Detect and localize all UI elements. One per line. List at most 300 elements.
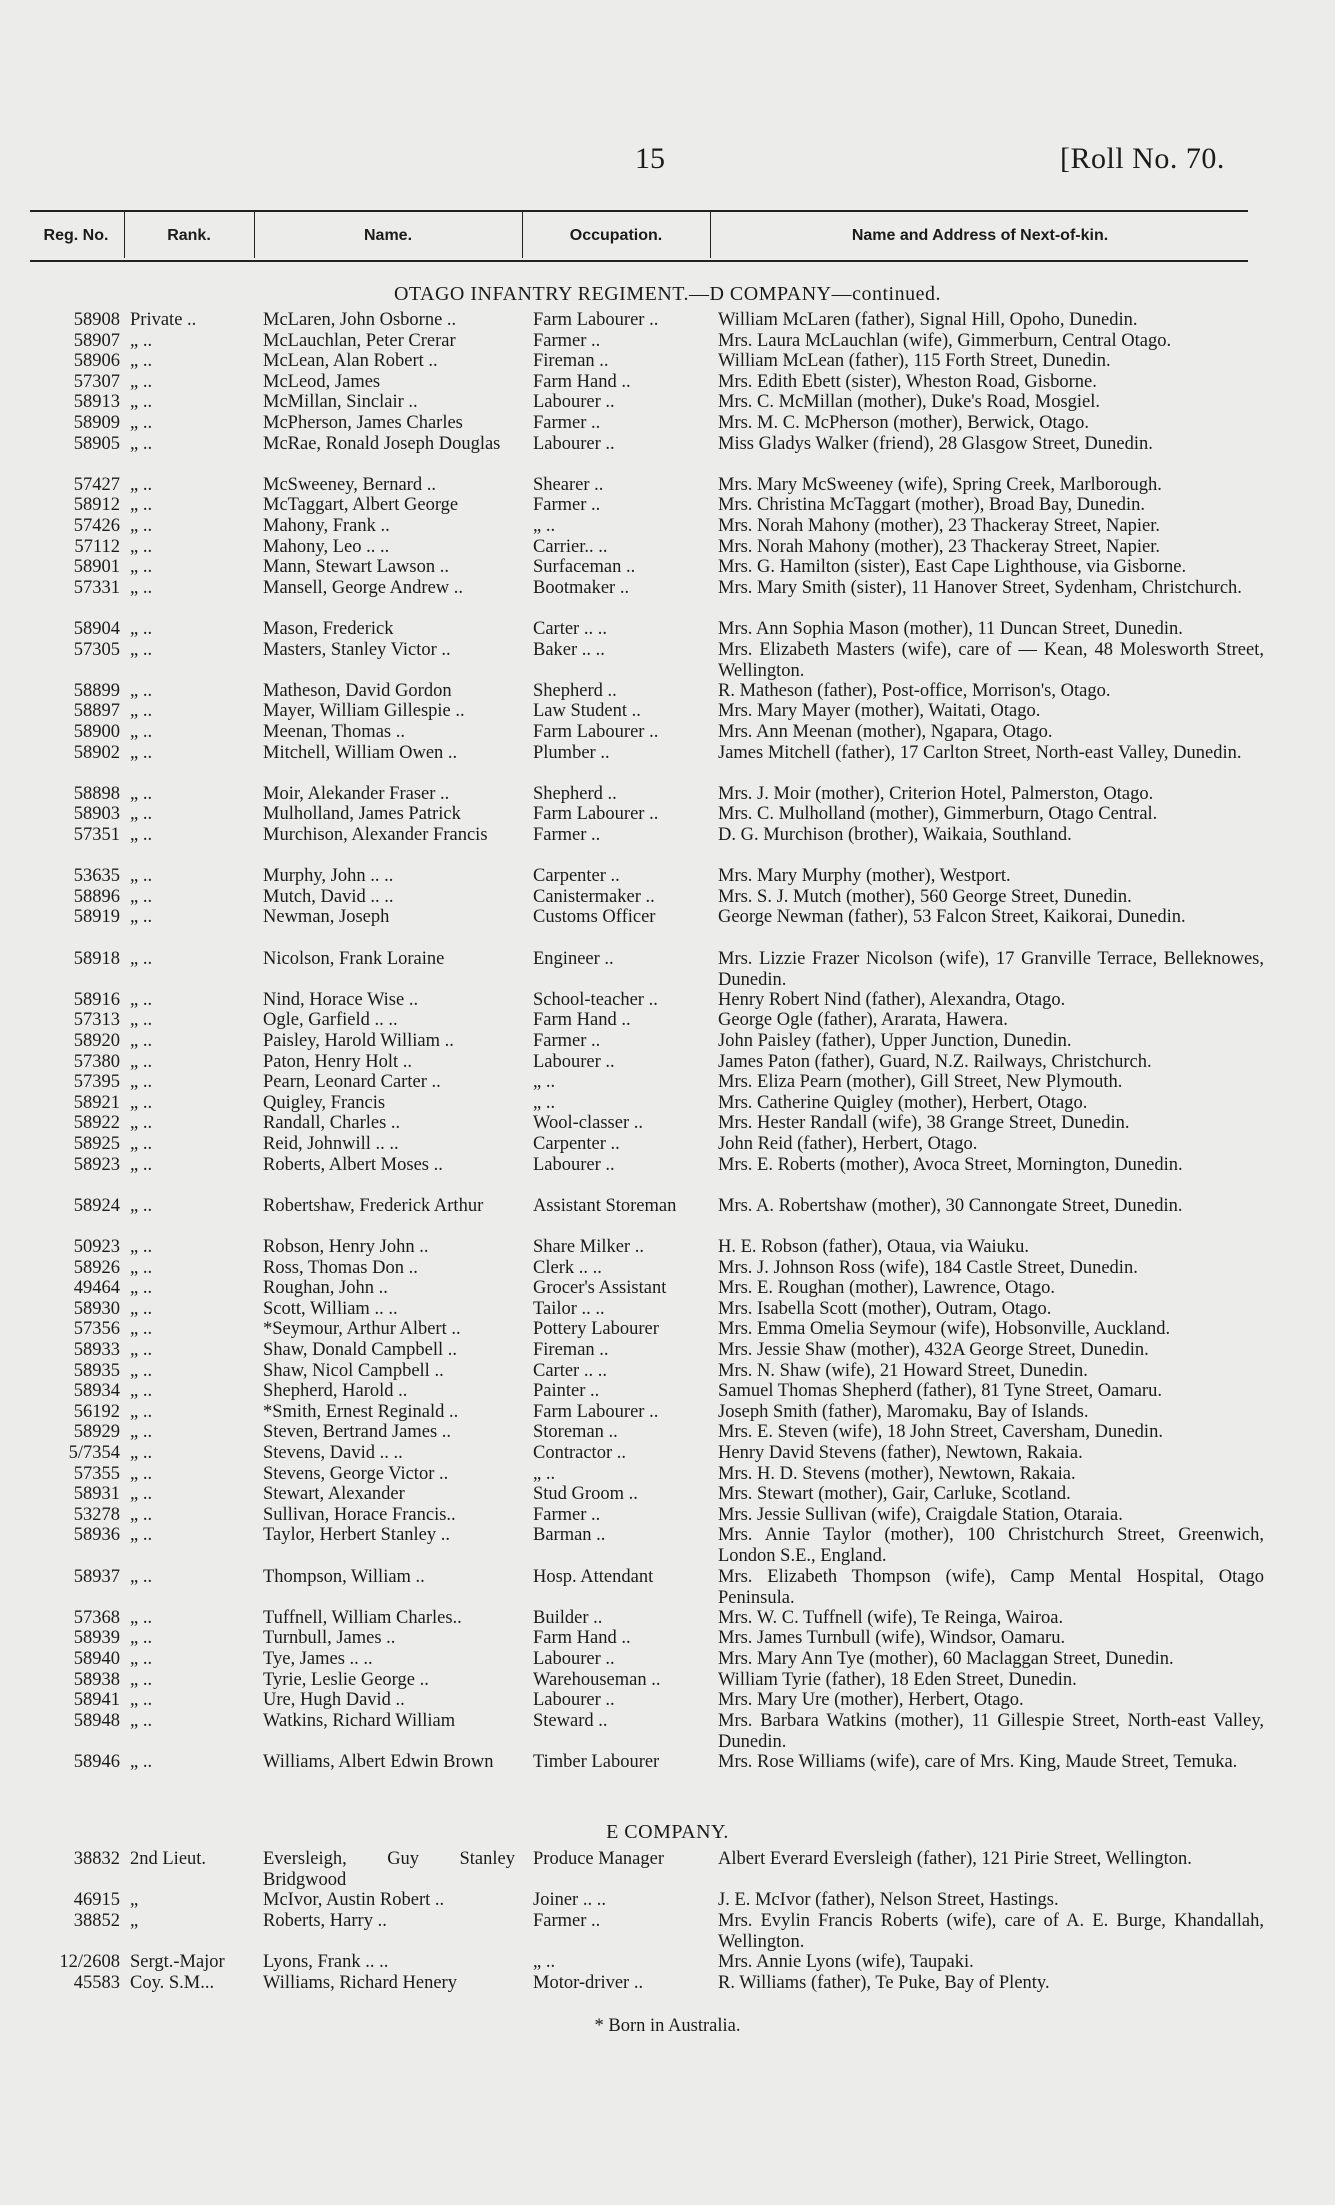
next-of-kin: Mrs. N. Shaw (wife), 21 Howard Street, Dunedin. — [718, 1361, 1088, 1381]
soldier-name: Mahony, Frank .. — [263, 516, 390, 536]
next-of-kin: Samuel Thomas Shepherd (father), 81 Tyne Street, Oamaru. — [718, 1381, 1162, 1401]
occupation: Timber Labourer — [533, 1752, 660, 1772]
occupation: Grocer's Assistant — [533, 1278, 667, 1298]
reg-number: 58922 — [73, 1113, 120, 1133]
occupation: Shearer .. — [533, 475, 604, 495]
reg-number: 46915 — [73, 1890, 120, 1910]
reg-number: 58933 — [73, 1340, 120, 1360]
rank: „ .. — [130, 1258, 153, 1278]
reg-number: 58916 — [73, 990, 120, 1010]
rank: „ .. — [130, 990, 153, 1010]
reg-number: 50923 — [73, 1237, 120, 1257]
reg-number: 58925 — [73, 1134, 120, 1154]
col-divider — [124, 212, 125, 258]
reg-number: 57368 — [73, 1608, 120, 1628]
occupation: Labourer .. — [533, 1052, 615, 1072]
soldier-name: McLauchlan, Peter Crerar — [263, 331, 456, 351]
rank: „ .. — [130, 372, 153, 392]
soldier-name: Robson, Henry John .. — [263, 1237, 429, 1257]
occupation: Canistermaker .. — [533, 887, 655, 907]
reg-number: 38832 — [73, 1849, 120, 1869]
soldier-name: Stevens, David .. .. — [263, 1443, 403, 1463]
occupation: Produce Manager — [533, 1849, 664, 1869]
occupation: Farm Hand .. — [533, 1010, 631, 1030]
next-of-kin: Mrs. Catherine Quigley (mother), Herbert, Otago. — [718, 1093, 1088, 1113]
rank: „ .. — [130, 1690, 153, 1710]
reg-number: 58934 — [73, 1381, 120, 1401]
soldier-name: McRae, Ronald Joseph Douglas — [263, 434, 501, 454]
soldier-name: *Seymour, Arthur Albert .. — [263, 1319, 461, 1339]
footnote: * Born in Australia. — [594, 2016, 741, 2036]
reg-number: 58940 — [73, 1649, 120, 1669]
rank: „ .. — [130, 804, 153, 824]
occupation: Farmer .. — [533, 1031, 601, 1051]
occupation: Farmer .. — [533, 331, 601, 351]
reg-number: 58937 — [73, 1567, 120, 1587]
reg-number: 57355 — [73, 1464, 120, 1484]
reg-number: 58919 — [73, 907, 120, 927]
soldier-name: Tyrie, Leslie George .. — [263, 1670, 429, 1690]
soldier-name: McLaren, John Osborne .. — [263, 310, 457, 330]
reg-number: 58901 — [73, 557, 120, 577]
soldier-name: Mutch, David .. .. — [263, 887, 394, 907]
reg-number: 57380 — [73, 1052, 120, 1072]
occupation: Farm Hand .. — [533, 372, 631, 392]
next-of-kin: Mrs. Annie Taylor (mother), 100 Christchurch Street, Greenwich, London S.E., England. — [718, 1525, 1264, 1566]
soldier-name: Mason, Frederick — [263, 619, 394, 639]
rank: „ .. — [130, 537, 153, 557]
occupation: Steward .. — [533, 1711, 608, 1731]
soldier-name: Stewart, Alexander — [263, 1484, 405, 1504]
next-of-kin: Mrs. Mary Murphy (mother), Westport. — [718, 866, 1011, 886]
occupation: Labourer .. — [533, 434, 615, 454]
next-of-kin: Mrs. Elizabeth Thompson (wife), Camp Mental Hospital, Otago Peninsula. — [718, 1567, 1264, 1608]
soldier-name: Robertshaw, Frederick Arthur — [263, 1196, 484, 1216]
rank: „ .. — [130, 1134, 153, 1154]
reg-number: 58909 — [73, 413, 120, 433]
next-of-kin: Mrs. Ann Sophia Mason (mother), 11 Duncan Street, Dunedin. — [718, 619, 1183, 639]
col-divider — [710, 212, 711, 258]
next-of-kin: James Mitchell (father), 17 Carlton Street, North-east Valley, Dunedin. — [718, 743, 1242, 763]
next-of-kin: Mrs. E. Roberts (mother), Avoca Street, Mornington, Dunedin. — [718, 1155, 1183, 1175]
soldier-name: Lyons, Frank .. .. — [263, 1952, 389, 1972]
occupation: Farmer .. — [533, 1911, 601, 1931]
soldier-name: Masters, Stanley Victor .. — [263, 640, 451, 660]
occupation: Fireman .. — [533, 351, 609, 371]
rank: „ .. — [130, 1278, 153, 1298]
col-header-rank: Rank. — [167, 227, 211, 244]
occupation: Labourer .. — [533, 1649, 615, 1669]
soldier-name: McIvor, Austin Robert .. — [263, 1890, 445, 1910]
rank: „ .. — [130, 1505, 153, 1525]
rank: Sergt.-Major — [130, 1952, 225, 1972]
reg-number: 57356 — [73, 1319, 120, 1339]
soldier-name: McTaggart, Albert George — [263, 495, 459, 515]
rank: „ .. — [130, 1422, 153, 1442]
rank: 2nd Lieut. — [130, 1849, 207, 1869]
next-of-kin: Mrs. Barbara Watkins (mother), 11 Gillespie Street, North-east Valley, Dunedin. — [718, 1711, 1264, 1752]
soldier-name: Taylor, Herbert Stanley .. — [263, 1525, 451, 1545]
soldier-name: Shaw, Nicol Campbell .. — [263, 1361, 444, 1381]
occupation: Assistant Storeman — [533, 1196, 677, 1216]
next-of-kin: Mrs. Mary Mayer (mother), Waitati, Otago. — [718, 701, 1041, 721]
reg-number: 58903 — [73, 804, 120, 824]
next-of-kin: Mrs. Mary Ure (mother), Herbert, Otago. — [718, 1690, 1024, 1710]
soldier-name: Randall, Charles .. — [263, 1113, 401, 1133]
reg-number: 57331 — [73, 578, 120, 598]
soldier-name: Pearn, Leonard Carter .. — [263, 1072, 441, 1092]
reg-number: 58918 — [73, 949, 120, 969]
soldier-name: Ure, Hugh David .. — [263, 1690, 405, 1710]
soldier-name: Williams, Albert Edwin Brown — [263, 1752, 494, 1772]
next-of-kin: Albert Everard Eversleigh (father), 121 Pirie Street, Wellington. — [718, 1849, 1192, 1869]
rank: „ .. — [130, 434, 153, 454]
occupation: Farmer .. — [533, 413, 601, 433]
next-of-kin: Miss Gladys Walker (friend), 28 Glasgow Street, Dunedin. — [718, 434, 1153, 454]
occupation: Barman .. — [533, 1525, 606, 1545]
next-of-kin: George Ogle (father), Ararata, Hawera. — [718, 1010, 1008, 1030]
rank: Private .. — [130, 310, 197, 330]
rank: „ .. — [130, 1381, 153, 1401]
soldier-name: Ogle, Garfield .. .. — [263, 1010, 398, 1030]
soldier-name: Turnbull, James .. — [263, 1628, 396, 1648]
next-of-kin: Mrs. Evylin Francis Roberts (wife), care of A. E. Burge, Khandallah, Wellington. — [718, 1911, 1264, 1952]
rank: „ .. — [130, 866, 153, 886]
next-of-kin: Mrs. Emma Omelia Seymour (wife), Hobsonville, Auckland. — [718, 1319, 1171, 1339]
rank: „ .. — [130, 1072, 153, 1092]
next-of-kin: Henry Robert Nind (father), Alexandra, Otago. — [718, 990, 1066, 1010]
soldier-name: *Smith, Ernest Reginald .. — [263, 1402, 459, 1422]
next-of-kin: Mrs. Mary McSweeney (wife), Spring Creek, Marlborough. — [718, 475, 1162, 495]
soldier-name: McSweeney, Bernard .. — [263, 475, 436, 495]
reg-number: 57305 — [73, 640, 120, 660]
soldier-name: Ross, Thomas Don .. — [263, 1258, 418, 1278]
soldier-name: Thompson, William .. — [263, 1567, 425, 1587]
next-of-kin: Mrs. J. Moir (mother), Criterion Hotel, Palmerston, Otago. — [718, 784, 1154, 804]
next-of-kin: Mrs. Rose Williams (wife), care of Mrs. King, Maude Street, Temuka. — [718, 1752, 1238, 1772]
reg-number: 57395 — [73, 1072, 120, 1092]
rank: „ .. — [130, 516, 153, 536]
soldier-name: Mitchell, William Owen .. — [263, 743, 458, 763]
rank: „ .. — [130, 1752, 153, 1772]
next-of-kin: H. E. Robson (father), Otaua, via Waiuku. — [718, 1237, 1030, 1257]
rank: „ .. — [130, 907, 153, 927]
soldier-name: Murchison, Alexander Francis — [263, 825, 488, 845]
rank: „ .. — [130, 1443, 153, 1463]
reg-number: 58902 — [73, 743, 120, 763]
next-of-kin: James Paton (father), Guard, N.Z. Railways, Christchurch. — [718, 1052, 1152, 1072]
occupation: Labourer .. — [533, 1690, 615, 1710]
reg-number: 5/7354 — [68, 1443, 120, 1463]
soldier-name: McMillan, Sinclair .. — [263, 392, 418, 412]
occupation: Labourer .. — [533, 392, 615, 412]
reg-number: 58935 — [73, 1361, 120, 1381]
rank: „ .. — [130, 1464, 153, 1484]
rank: „ .. — [130, 743, 153, 763]
next-of-kin: William Tyrie (father), 18 Eden Street, Dunedin. — [718, 1670, 1077, 1690]
next-of-kin: Mrs. Stewart (mother), Gair, Carluke, Scotland. — [718, 1484, 1071, 1504]
occupation: Surfaceman .. — [533, 557, 636, 577]
reg-number: 58923 — [73, 1155, 120, 1175]
next-of-kin: Mrs. G. Hamilton (sister), East Cape Lighthouse, via Gisborne. — [718, 557, 1187, 577]
next-of-kin: Mrs. Hester Randall (wife), 38 Grange Street, Dunedin. — [718, 1113, 1130, 1133]
reg-number: 53278 — [73, 1505, 120, 1525]
reg-number: 58939 — [73, 1628, 120, 1648]
next-of-kin: Mrs. James Turnbull (wife), Windsor, Oamaru. — [718, 1628, 1066, 1648]
soldier-name: Mansell, George Andrew .. — [263, 578, 464, 598]
soldier-name: Matheson, David Gordon — [263, 681, 452, 701]
next-of-kin: Mrs. A. Robertshaw (mother), 30 Cannongate Street, Dunedin. — [718, 1196, 1183, 1216]
next-of-kin: Mrs. Elizabeth Masters (wife), care of — Kean, 48 Molesworth Street, Wellington. — [718, 640, 1264, 681]
col-header-reg: Reg. No. — [43, 227, 109, 244]
next-of-kin: William McLean (father), 115 Forth Street, Dunedin. — [718, 351, 1111, 371]
reg-number: 45583 — [73, 1973, 120, 1993]
reg-number: 58904 — [73, 619, 120, 639]
reg-number: 58907 — [73, 331, 120, 351]
reg-number: 58899 — [73, 681, 120, 701]
rank: „ .. — [130, 331, 153, 351]
occupation: Carpenter .. — [533, 866, 620, 886]
rank: „ .. — [130, 825, 153, 845]
rank: „ .. — [130, 619, 153, 639]
next-of-kin: Mrs. Norah Mahony (mother), 23 Thackeray Street, Napier. — [718, 537, 1160, 557]
next-of-kin: William McLaren (father), Signal Hill, Opoho, Dunedin. — [718, 310, 1138, 330]
next-of-kin: Mrs. E. Roughan (mother), Lawrence, Otago. — [718, 1278, 1056, 1298]
soldier-name: Stevens, George Victor .. — [263, 1464, 449, 1484]
reg-number: 53635 — [73, 866, 120, 886]
next-of-kin: Mrs. Ann Meenan (mother), Ngapara, Otago. — [718, 722, 1053, 742]
soldier-name: Williams, Richard Henery — [263, 1973, 457, 1993]
page-number: 15 — [635, 142, 665, 175]
occupation: Farmer .. — [533, 1505, 601, 1525]
reg-number: 58941 — [73, 1690, 120, 1710]
next-of-kin: R. Matheson (father), Post-office, Morrison's, Otago. — [718, 681, 1111, 701]
rank: „ .. — [130, 578, 153, 598]
occupation: Stud Groom .. — [533, 1484, 638, 1504]
reg-number: 58920 — [73, 1031, 120, 1051]
rank: „ .. — [130, 1670, 153, 1690]
soldier-name: Mann, Stewart Lawson .. — [263, 557, 449, 577]
col-divider — [522, 212, 523, 258]
rank: „ — [130, 1911, 139, 1931]
occupation: Painter .. — [533, 1381, 600, 1401]
occupation: Joiner .. .. — [533, 1890, 606, 1910]
next-of-kin: Mrs. Mary Ann Tye (mother), 60 Maclaggan Street, Dunedin. — [718, 1649, 1174, 1669]
soldier-name: Tye, James .. .. — [263, 1649, 373, 1669]
header-rule-top — [30, 210, 1248, 212]
rank: „ .. — [130, 1093, 153, 1113]
rank: „ .. — [130, 1649, 153, 1669]
occupation: Hosp. Attendant — [533, 1567, 654, 1587]
soldier-name: McPherson, James Charles — [263, 413, 463, 433]
next-of-kin: Mrs. Eliza Pearn (mother), Gill Street, New Plymouth. — [718, 1072, 1123, 1092]
rank: „ .. — [130, 1031, 153, 1051]
next-of-kin: Mrs. C. Mulholland (mother), Gimmerburn, Otago Central. — [718, 804, 1158, 824]
reg-number: 57427 — [73, 475, 120, 495]
next-of-kin: Mrs. Annie Lyons (wife), Taupaki. — [718, 1952, 974, 1972]
soldier-name: Roberts, Harry .. — [263, 1911, 387, 1931]
soldier-name: Murphy, John .. .. — [263, 866, 394, 886]
soldier-name: Watkins, Richard William — [263, 1711, 456, 1731]
roll-number: [Roll No. 70. — [1060, 142, 1225, 175]
rank: „ .. — [130, 949, 153, 969]
col-header-occupation: Occupation. — [569, 227, 663, 244]
occupation: „ .. — [533, 1072, 556, 1092]
reg-number: 58896 — [73, 887, 120, 907]
occupation: Plumber .. — [533, 743, 610, 763]
soldier-name: Shepherd, Harold .. — [263, 1381, 408, 1401]
occupation: Fireman .. — [533, 1340, 609, 1360]
occupation: Builder .. — [533, 1608, 603, 1628]
rank: „ .. — [130, 640, 153, 660]
next-of-kin: Mrs. M. C. McPherson (mother), Berwick, Otago. — [718, 413, 1089, 433]
rank: „ .. — [130, 1155, 153, 1175]
rank: „ .. — [130, 1196, 153, 1216]
occupation: „ .. — [533, 1952, 556, 1972]
rank: „ .. — [130, 1402, 153, 1422]
soldier-name: Reid, Johnwill .. .. — [263, 1134, 399, 1154]
reg-number: 58929 — [73, 1422, 120, 1442]
occupation: Farmer .. — [533, 495, 601, 515]
rank: „ .. — [130, 1113, 153, 1133]
occupation: „ .. — [533, 516, 556, 536]
occupation: Farm Hand .. — [533, 1628, 631, 1648]
next-of-kin: Mrs. Norah Mahony (mother), 23 Thackeray Street, Napier. — [718, 516, 1160, 536]
next-of-kin: Mrs. C. McMillan (mother), Duke's Road, Mosgiel. — [718, 392, 1101, 412]
occupation: Tailor .. .. — [533, 1299, 605, 1319]
rank: Coy. S.M... — [130, 1973, 215, 1993]
occupation: Motor-driver .. — [533, 1973, 644, 1993]
reg-number: 58946 — [73, 1752, 120, 1772]
soldier-name: Nicolson, Frank Loraine — [263, 949, 445, 969]
soldier-name: Moir, Alekander Fraser .. — [263, 784, 450, 804]
soldier-name: Mulholland, James Patrick — [263, 804, 461, 824]
reg-number: 58900 — [73, 722, 120, 742]
reg-number: 58897 — [73, 701, 120, 721]
occupation: Carter .. .. — [533, 619, 607, 639]
rank: „ .. — [130, 495, 153, 515]
rank: „ .. — [130, 1711, 153, 1731]
rank: „ .. — [130, 1237, 153, 1257]
reg-number: 58913 — [73, 392, 120, 412]
next-of-kin: Mrs. E. Steven (wife), 18 John Street, Caversham, Dunedin. — [718, 1422, 1163, 1442]
soldier-name: Paton, Henry Holt .. — [263, 1052, 413, 1072]
soldier-name: Roberts, Albert Moses .. — [263, 1155, 443, 1175]
occupation: School-teacher .. — [533, 990, 658, 1010]
rank: „ .. — [130, 1484, 153, 1504]
rank: „ .. — [130, 1010, 153, 1030]
reg-number: 57307 — [73, 372, 120, 392]
reg-number: 12/2608 — [59, 1952, 120, 1972]
soldier-name: Newman, Joseph — [263, 907, 390, 927]
soldier-name: Paisley, Harold William .. — [263, 1031, 454, 1051]
occupation: Pottery Labourer — [533, 1319, 659, 1339]
rank: „ .. — [130, 413, 153, 433]
next-of-kin: George Newman (father), 53 Falcon Street, Kaikorai, Dunedin. — [718, 907, 1186, 927]
reg-number: 57426 — [73, 516, 120, 536]
rank: „ .. — [130, 722, 153, 742]
next-of-kin: Mrs. Mary Smith (sister), 11 Hanover Street, Sydenham, Christchurch. — [718, 578, 1242, 598]
reg-number: 58908 — [73, 310, 120, 330]
soldier-name: Eversleigh, Guy Stanley Bridgwood — [263, 1849, 515, 1890]
occupation: Farm Labourer .. — [533, 1402, 659, 1422]
soldier-name: Quigley, Francis — [263, 1093, 386, 1113]
rank: „ .. — [130, 351, 153, 371]
reg-number: 58931 — [73, 1484, 120, 1504]
rank: „ .. — [130, 784, 153, 804]
soldier-name: Meenan, Thomas .. — [263, 722, 405, 742]
next-of-kin: Mrs. W. C. Tuffnell (wife), Te Reinga, Wairoa. — [718, 1608, 1064, 1628]
next-of-kin: J. E. McIvor (father), Nelson Street, Hastings. — [718, 1890, 1059, 1910]
next-of-kin: John Reid (father), Herbert, Otago. — [718, 1134, 978, 1154]
next-of-kin: Mrs. H. D. Stevens (mother), Newtown, Rakaia. — [718, 1464, 1076, 1484]
reg-number: 58905 — [73, 434, 120, 454]
occupation: Shepherd .. — [533, 784, 617, 804]
soldier-name: Tuffnell, William Charles.. — [263, 1608, 462, 1628]
rank: „ .. — [130, 475, 153, 495]
occupation: Contractor .. — [533, 1443, 626, 1463]
soldier-name: McLeod, James — [263, 372, 381, 392]
occupation: Farmer .. — [533, 825, 601, 845]
occupation: Bootmaker .. — [533, 578, 630, 598]
occupation: Carter .. .. — [533, 1361, 607, 1381]
soldier-name: McLean, Alan Robert .. — [263, 351, 438, 371]
rank: „ .. — [130, 1340, 153, 1360]
reg-number: 38852 — [73, 1911, 120, 1931]
col-header-name: Name. — [363, 227, 413, 244]
soldier-name: Shaw, Donald Campbell .. — [263, 1340, 458, 1360]
soldier-name: Mahony, Leo .. .. — [263, 537, 390, 557]
rank: „ .. — [130, 1608, 153, 1628]
rank: „ .. — [130, 701, 153, 721]
rank: „ .. — [130, 681, 153, 701]
occupation: Carrier.. .. — [533, 537, 608, 557]
rank: „ .. — [130, 887, 153, 907]
soldier-name: Scott, William .. .. — [263, 1299, 398, 1319]
section-d-company: OTAGO INFANTRY REGIMENT.—D COMPANY—continued. — [393, 283, 941, 305]
reg-number: 58948 — [73, 1711, 120, 1731]
next-of-kin: Mrs. Jessie Sullivan (wife), Craigdale Station, Otaraia. — [718, 1505, 1123, 1525]
soldier-name: Steven, Bertrand James .. — [263, 1422, 452, 1442]
occupation: Engineer .. — [533, 949, 614, 969]
rank: „ .. — [130, 1319, 153, 1339]
occupation: Farm Labourer .. — [533, 804, 659, 824]
rank: „ — [130, 1890, 139, 1910]
occupation: Share Milker .. — [533, 1237, 644, 1257]
rank: „ .. — [130, 1361, 153, 1381]
rank: „ .. — [130, 1567, 153, 1587]
soldier-name: Sullivan, Horace Francis.. — [263, 1505, 456, 1525]
next-of-kin: Mrs. Edith Ebett (sister), Wheston Road, Gisborne. — [718, 372, 1097, 392]
reg-number: 57313 — [73, 1010, 120, 1030]
occupation: Farm Labourer .. — [533, 310, 659, 330]
col-divider — [254, 212, 255, 258]
occupation: Baker .. .. — [533, 640, 605, 660]
soldier-name: Nind, Horace Wise .. — [263, 990, 419, 1010]
reg-number: 58938 — [73, 1670, 120, 1690]
next-of-kin: John Paisley (father), Upper Junction, Dunedin. — [718, 1031, 1072, 1051]
occupation: Warehouseman .. — [533, 1670, 661, 1690]
reg-number: 58898 — [73, 784, 120, 804]
next-of-kin: Henry David Stevens (father), Newtown, Rakaia. — [718, 1443, 1083, 1463]
occupation: Wool-classer .. — [533, 1113, 643, 1133]
section-e-company: E COMPANY. — [606, 1821, 729, 1843]
reg-number: 58924 — [73, 1196, 120, 1216]
reg-number: 58906 — [73, 351, 120, 371]
next-of-kin: Mrs. Christina McTaggart (mother), Broad Bay, Dunedin. — [718, 495, 1146, 515]
reg-number: 58936 — [73, 1525, 120, 1545]
next-of-kin: Mrs. Laura McLauchlan (wife), Gimmerburn, Central Otago. — [718, 331, 1172, 351]
